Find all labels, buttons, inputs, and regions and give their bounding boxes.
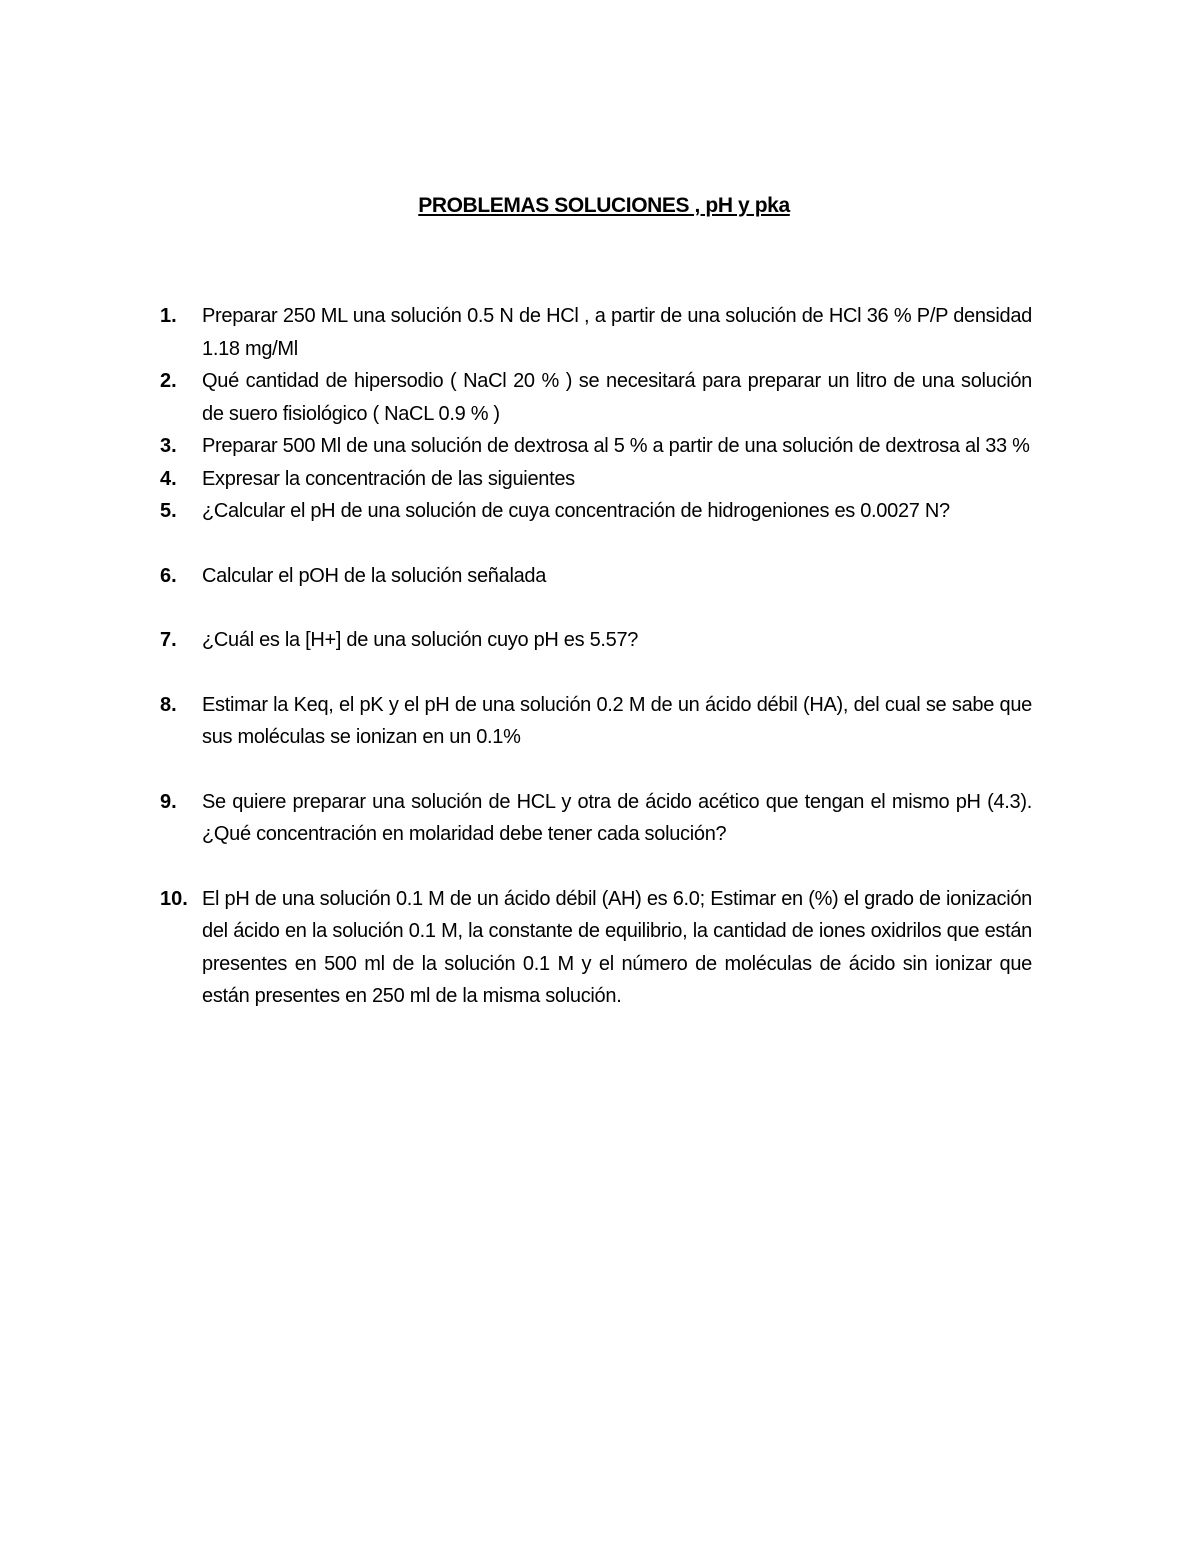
problem-item-3 xyxy=(160,430,1032,463)
problem-text: Se quiere preparar una solución de HCL y otra de ácido acético que tengan el mismo pH (4.3). ¿Qué concentración en molaridad debe tener cada solución? xyxy=(202,790,1032,845)
problem-item-5 xyxy=(160,495,1032,528)
problem-number: 2. xyxy=(160,370,177,392)
problem-text: Qué cantidad de hipersodio ( NaCl 20 % ) se necesitará para preparar un litro de una solución de suero fisiológico ( NaCL 0.9 % ) xyxy=(202,370,1032,425)
problem-number: 4. xyxy=(160,467,177,490)
problem-item-8 xyxy=(160,689,1032,754)
problem-item-10 xyxy=(160,883,1032,1013)
problem-item-7 xyxy=(160,624,1032,657)
problem-number: 8. xyxy=(160,693,177,716)
problem-item-4 xyxy=(160,463,1032,496)
problem-item-2 xyxy=(160,365,1032,430)
document-title: PROBLEMAS SOLUCIONES , pH y pka xyxy=(418,194,790,217)
problem-number: 7. xyxy=(160,629,177,651)
problem-text: Estimar la Keq, el pK y el pH de una solución 0.2 M de un ácido débil (HA), del cual se sabe que sus moléculas se ionizan en un 0.1% xyxy=(202,693,1032,748)
problem-text: ¿Calcular el pH de una solución de cuya concentración de hidrogeniones es 0.0027 N? xyxy=(202,500,950,522)
problem-number: 3. xyxy=(160,435,177,457)
problem-text: Preparar 500 Ml de una solución de dextrosa al 5 % a partir de una solución de dextrosa al 33 % xyxy=(202,435,1030,457)
problem-text: Expresar la concentración de las siguientes xyxy=(202,467,575,490)
problem-number: 10. xyxy=(160,887,188,910)
problem-list xyxy=(160,300,1032,1013)
problem-text: Calcular el pOH de la solución señalada xyxy=(202,564,547,587)
problem-text: ¿Cuál es la [H+] de una solución cuyo pH es 5.57? xyxy=(202,629,639,651)
problem-item-1 xyxy=(160,300,1032,365)
problem-number: 9. xyxy=(160,790,177,813)
problem-number: 6. xyxy=(160,564,177,587)
problem-text: Preparar 250 ML una solución 0.5 N de HCl , a partir de una solución de HCl 36 % P/P densidad 1.18 mg/Ml xyxy=(202,305,1032,360)
problem-text: El pH de una solución 0.1 M de un ácido débil (AH) es 6.0; Estimar en (%) el grado de ionización del ácido en la solución 0.1 M, la constante de equilibrio, la cantidad de iones oxidrilos que están presentes en 500 ml de la solución 0.1 M y el número de moléculas de ácido sin ionizar que están presentes en 250 ml de la misma solución. xyxy=(202,887,1032,1007)
problem-number: 5. xyxy=(160,500,177,522)
problem-item-6 xyxy=(160,560,1032,593)
problem-item-9 xyxy=(160,786,1032,851)
problem-number: 1. xyxy=(160,305,177,327)
